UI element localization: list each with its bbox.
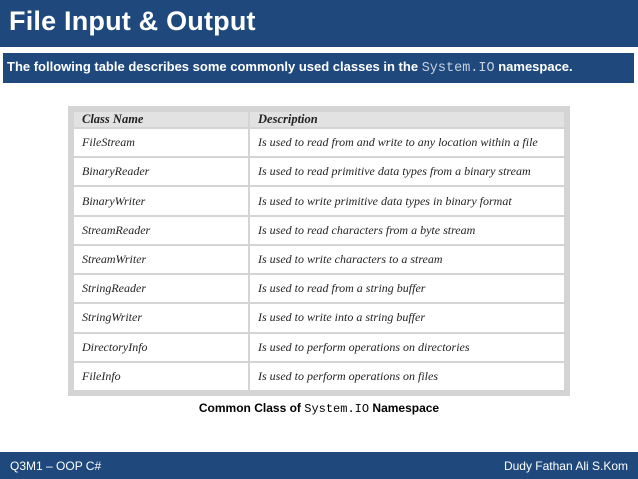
- slide-title-bar: [0, 0, 638, 47]
- slide-subtitle-bar: [3, 53, 634, 83]
- subtitle-text-end: namespace.: [494, 59, 573, 74]
- subtitle-code: System.IO: [421, 61, 495, 76]
- caption-text: Common Class of: [198, 401, 305, 415]
- table-caption: [0, 401, 638, 416]
- description-cell: Is used to perform operations on files: [249, 362, 565, 391]
- table-row: [73, 274, 565, 303]
- table-row: [73, 157, 565, 186]
- description-cell: Is used to read from and write to any location within a file: [249, 128, 565, 157]
- class-name-cell: FileStream: [73, 128, 249, 157]
- slide-footer: [0, 452, 638, 479]
- description-cell: Is used to write characters to a stream: [249, 245, 565, 274]
- slide-title: File Input & Output: [9, 6, 256, 36]
- class-name-cell: BinaryWriter: [73, 186, 249, 215]
- table-row: [73, 186, 565, 215]
- class-name-cell: BinaryReader: [73, 157, 249, 186]
- table-row: [73, 303, 565, 332]
- table-row: [73, 333, 565, 362]
- header-description: Description: [249, 111, 565, 128]
- classes-table: [72, 110, 566, 392]
- table-header-row: [73, 111, 565, 128]
- table-row: [73, 216, 565, 245]
- table-row: [73, 245, 565, 274]
- class-name-cell: StringWriter: [73, 303, 249, 332]
- class-name-cell: FileInfo: [73, 362, 249, 391]
- description-cell: Is used to read primitive data types from a binary stream: [249, 157, 565, 186]
- table-row: [73, 362, 565, 391]
- description-cell: Is used to write primitive data types in binary format: [249, 186, 565, 215]
- class-name-cell: StreamReader: [73, 216, 249, 245]
- footer-course: Q3M1 – OOP C#: [10, 459, 102, 473]
- table-row: [73, 128, 565, 157]
- header-class-name: Class Name: [73, 111, 249, 128]
- description-cell: Is used to write into a string buffer: [249, 303, 565, 332]
- description-cell: Is used to read characters from a byte stream: [249, 216, 565, 245]
- classes-table-image: [68, 106, 570, 396]
- description-cell: Is used to read from a string buffer: [249, 274, 565, 303]
- class-name-cell: StringReader: [73, 274, 249, 303]
- class-name-cell: StreamWriter: [73, 245, 249, 274]
- class-name-cell: DirectoryInfo: [73, 333, 249, 362]
- subtitle-text: The following table describes some commonly used classes in the: [7, 59, 422, 74]
- description-cell: Is used to perform operations on directories: [249, 333, 565, 362]
- caption-code: System.IO: [304, 402, 370, 416]
- caption-text-end: Namespace: [369, 401, 440, 415]
- footer-author: Dudy Fathan Ali S.Kom: [503, 459, 628, 473]
